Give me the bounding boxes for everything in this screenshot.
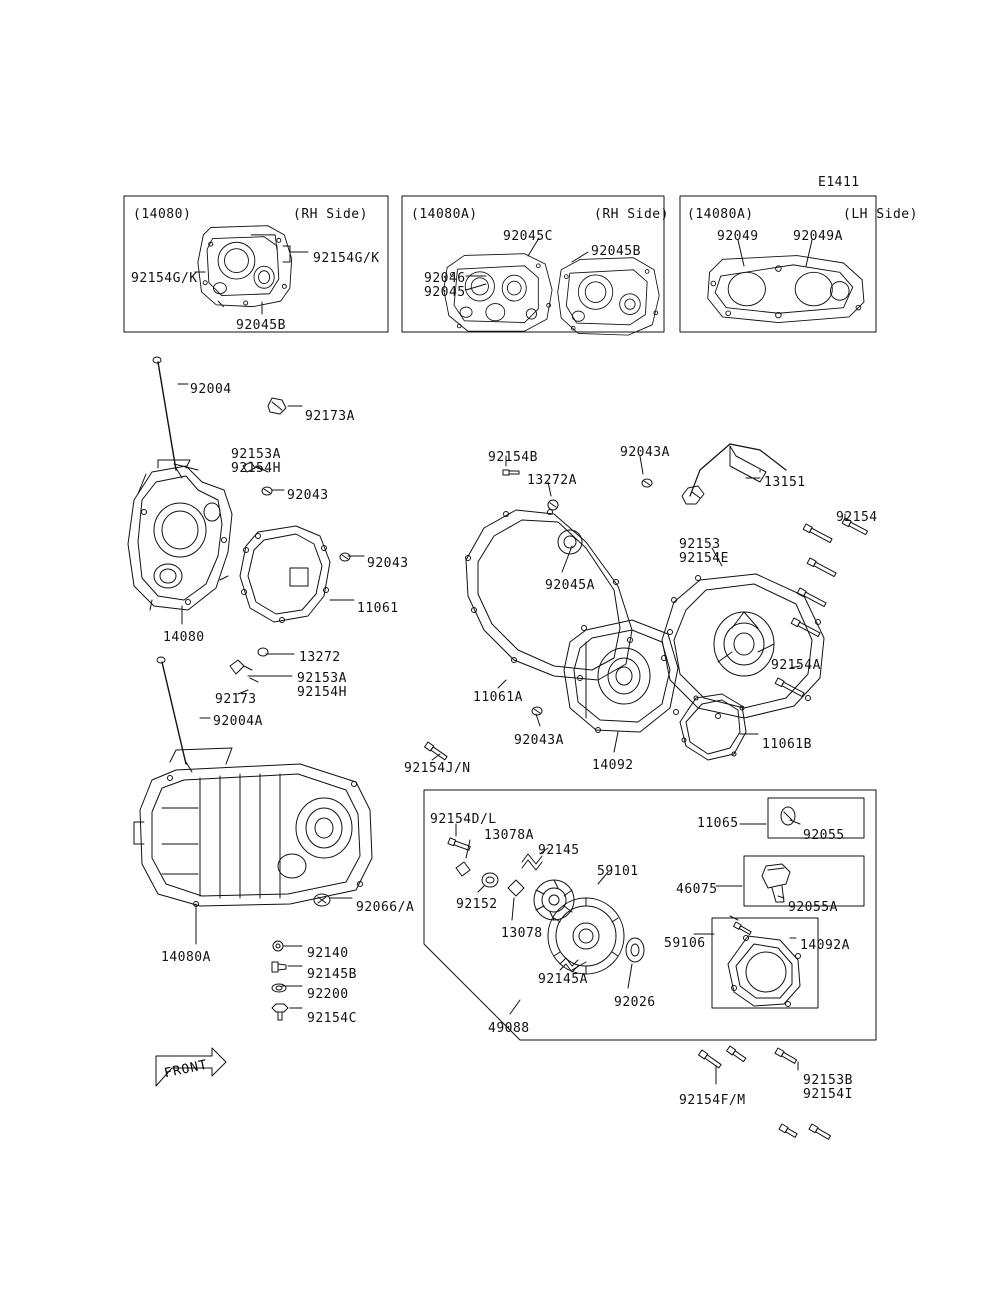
part-callout: 92145B [307,967,357,982]
part-callout: 14080A [161,950,211,965]
part-callout: 92045A [545,578,595,593]
part-callout: 59106 [664,936,706,951]
part-callout: 13151 [764,475,806,490]
part-callout: 92154B [488,450,538,465]
part-callout: 49088 [488,1021,530,1036]
part-callout: 14092A [800,938,850,953]
part-callout: 92045B [591,244,641,259]
part-callout: 92043 [287,488,329,503]
part-callout: 92153A [231,447,281,462]
part-callout: 14092 [592,758,634,773]
part-callout: 92154D/L [430,812,497,827]
part-callout: 92140 [307,946,349,961]
part-callout: 13272A [527,473,577,488]
part-callout: (14080) [133,207,192,222]
part-callout: 92154A [771,658,821,673]
part-callout: 11065 [697,816,739,831]
part-callout: 46075 [676,882,718,897]
part-callout: (14080A) [411,207,478,222]
part-callout: 92066/A [356,900,415,915]
part-callout: 92004 [190,382,232,397]
part-callout: 13078A [484,828,534,843]
front-label: FRONT [162,1057,210,1082]
part-callout: (RH Side) [293,207,368,222]
part-callout: (14080A) [687,207,754,222]
part-callout: (LH Side) [843,207,918,222]
part-callout: 92154 [836,510,878,525]
part-callout: 92045C [503,229,553,244]
part-callout: 92043A [620,445,670,460]
part-callout: 14080 [163,630,205,645]
part-callout: 92049A [793,229,843,244]
part-callout: 92154C [307,1011,357,1026]
part-callout: 92046 [424,271,466,286]
part-callout: 92043 [367,556,409,571]
part-callout: 11061B [762,737,812,752]
part-callout: 13078 [501,926,543,941]
part-callout: 92154F/M [679,1093,746,1108]
part-callout: 92026 [614,995,656,1010]
part-callout: E1411 [818,175,860,190]
part-callout: 92154G/K [313,251,380,266]
part-callout: 92043A [514,733,564,748]
part-callout: (RH Side) [594,207,669,222]
part-callout: 92152 [456,897,498,912]
part-callout: 92055 [803,828,845,843]
part-callout: 13272 [299,650,341,665]
part-callout: 92049 [717,229,759,244]
part-callout: 92004A [213,714,263,729]
front-direction-marker [150,1048,230,1096]
part-callout: 92055A [788,900,838,915]
part-callout: 92200 [307,987,349,1002]
part-callout: 92145A [538,972,588,987]
part-callout: 59101 [597,864,639,879]
part-callout: 92154H [297,685,347,700]
part-callout: 11061A [473,690,523,705]
part-callout: 92045B [236,318,286,333]
part-callout: 92154I [803,1087,853,1102]
part-callout: 92145 [538,843,580,858]
part-callout: 92173 [215,692,257,707]
part-callout: 92154E [679,551,729,566]
part-callout: 92153A [297,671,347,686]
part-callout: 92154J/N [404,761,471,776]
part-callout: 92045 [424,285,466,300]
part-callout: 11061 [357,601,399,616]
part-callout: 92173A [305,409,355,424]
part-callout: 92154G/K [131,271,198,286]
part-callout: 92154H [231,461,281,476]
part-callout: 92153B [803,1073,853,1088]
part-callout: 92153 [679,537,721,552]
